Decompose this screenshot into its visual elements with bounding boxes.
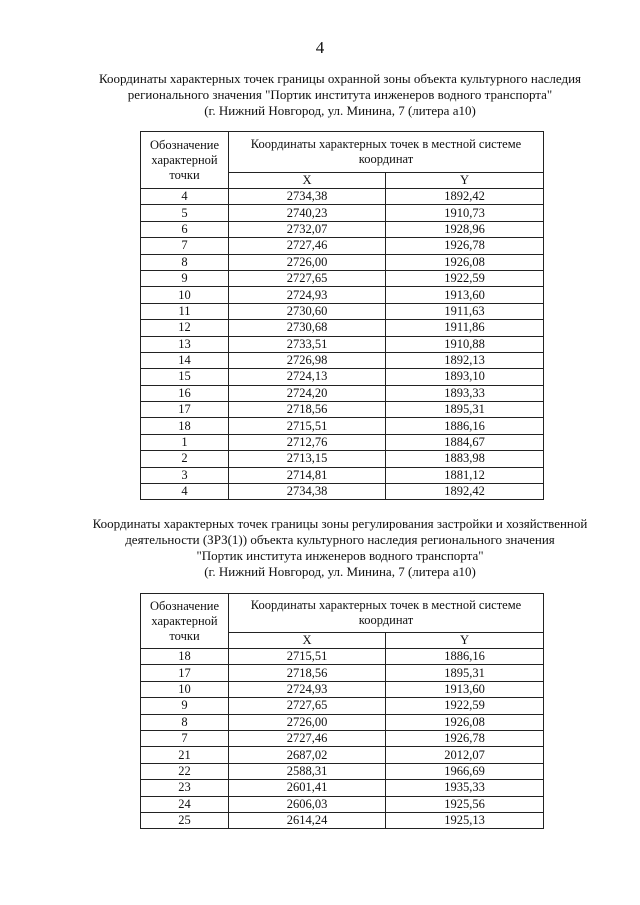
table-row [141, 287, 544, 303]
coordinates-table-2 [140, 593, 544, 829]
x-cell: 2732,07 [229, 221, 386, 237]
x-cell: 2601,41 [229, 780, 386, 796]
point-cell: 9 [141, 270, 229, 286]
table-row [141, 714, 544, 730]
point-cell: 7 [141, 238, 229, 254]
point-cell: 7 [141, 730, 229, 746]
header-y: Y [386, 173, 544, 189]
point-cell: 8 [141, 714, 229, 730]
y-cell: 1926,08 [386, 254, 544, 270]
table-row [141, 189, 544, 205]
x-cell: 2730,60 [229, 303, 386, 319]
y-cell: 1913,60 [386, 287, 544, 303]
y-cell: 1935,33 [386, 780, 544, 796]
table-row [141, 418, 544, 434]
page-number: 4 [315, 38, 325, 57]
table-row [141, 221, 544, 237]
table-row [141, 238, 544, 254]
point-cell: 4 [141, 484, 229, 500]
y-cell: 1911,63 [386, 303, 544, 319]
table-row [141, 730, 544, 746]
point-cell: 25 [141, 812, 229, 828]
x-cell: 2588,31 [229, 763, 386, 779]
point-cell: 17 [141, 665, 229, 681]
x-cell: 2606,03 [229, 796, 386, 812]
header-y: Y [386, 633, 544, 649]
section1-title [70, 71, 610, 119]
header-point: Обозначение характерной точки [141, 594, 229, 649]
point-cell: 10 [141, 681, 229, 697]
table-row [141, 254, 544, 270]
point-cell: 23 [141, 780, 229, 796]
point-cell: 21 [141, 747, 229, 763]
x-cell: 2734,38 [229, 484, 386, 500]
y-cell: 1926,08 [386, 714, 544, 730]
header-coords: Координаты характерных точек в местной системе координат [229, 132, 544, 173]
x-cell: 2734,38 [229, 189, 386, 205]
table-row [141, 451, 544, 467]
point-cell: 2 [141, 451, 229, 467]
x-cell: 2733,51 [229, 336, 386, 352]
point-cell: 24 [141, 796, 229, 812]
header-x: X [229, 173, 386, 189]
y-cell: 1925,13 [386, 812, 544, 828]
y-cell: 1881,12 [386, 467, 544, 483]
table-row [141, 665, 544, 681]
point-cell: 18 [141, 418, 229, 434]
title-line: (г. Нижний Новгород, ул. Минина, 7 (литера а10) [204, 564, 476, 579]
x-cell: 2726,00 [229, 714, 386, 730]
point-cell: 22 [141, 763, 229, 779]
y-cell: 1928,96 [386, 221, 544, 237]
x-cell: 2727,46 [229, 238, 386, 254]
table-row [141, 434, 544, 450]
table-row [141, 320, 544, 336]
point-cell: 3 [141, 467, 229, 483]
title-line: регионального значения "Портик института инженеров водного транспорта" [127, 87, 553, 102]
point-cell: 12 [141, 320, 229, 336]
point-cell: 13 [141, 336, 229, 352]
y-cell: 1892,42 [386, 484, 544, 500]
y-cell: 1893,33 [386, 385, 544, 401]
y-cell: 1893,10 [386, 369, 544, 385]
y-cell: 1895,31 [386, 665, 544, 681]
table-row [141, 402, 544, 418]
y-cell: 1886,16 [386, 649, 544, 665]
section2-title [70, 516, 610, 580]
header-point: Обозначение характерной точки [141, 132, 229, 189]
y-cell: 1966,69 [386, 763, 544, 779]
y-cell: 1922,59 [386, 698, 544, 714]
header-x: X [229, 633, 386, 649]
title-line: (г. Нижний Новгород, ул. Минина, 7 (литера а10) [204, 103, 476, 118]
table-row [141, 796, 544, 812]
y-cell: 1925,56 [386, 796, 544, 812]
point-cell: 8 [141, 254, 229, 270]
table-row [141, 484, 544, 500]
table-row [141, 780, 544, 796]
y-cell: 1886,16 [386, 418, 544, 434]
x-cell: 2724,93 [229, 681, 386, 697]
point-cell: 10 [141, 287, 229, 303]
x-cell: 2718,56 [229, 402, 386, 418]
header-coords: Координаты характерных точек в местной системе координат [229, 594, 544, 633]
table-row [141, 303, 544, 319]
point-cell: 16 [141, 385, 229, 401]
y-cell: 1883,98 [386, 451, 544, 467]
x-cell: 2727,65 [229, 698, 386, 714]
point-cell: 1 [141, 434, 229, 450]
table-row [141, 649, 544, 665]
x-cell: 2713,15 [229, 451, 386, 467]
table-row [141, 681, 544, 697]
table-row [141, 467, 544, 483]
table-row [141, 763, 544, 779]
x-cell: 2726,00 [229, 254, 386, 270]
table-row [141, 352, 544, 368]
table-row [141, 698, 544, 714]
table-row [141, 336, 544, 352]
y-cell: 1926,78 [386, 730, 544, 746]
x-cell: 2714,81 [229, 467, 386, 483]
x-cell: 2724,13 [229, 369, 386, 385]
table-row [141, 369, 544, 385]
y-cell: 1922,59 [386, 270, 544, 286]
x-cell: 2614,24 [229, 812, 386, 828]
y-cell: 2012,07 [386, 747, 544, 763]
x-cell: 2727,65 [229, 270, 386, 286]
point-cell: 14 [141, 352, 229, 368]
table-row [141, 270, 544, 286]
table-row [141, 812, 544, 828]
point-cell: 6 [141, 221, 229, 237]
x-cell: 2730,68 [229, 320, 386, 336]
x-cell: 2718,56 [229, 665, 386, 681]
y-cell: 1926,78 [386, 238, 544, 254]
y-cell: 1892,42 [386, 189, 544, 205]
point-cell: 4 [141, 189, 229, 205]
x-cell: 2740,23 [229, 205, 386, 221]
table-row [141, 385, 544, 401]
point-cell: 5 [141, 205, 229, 221]
point-cell: 18 [141, 649, 229, 665]
point-cell: 17 [141, 402, 229, 418]
title-line: деятельности (ЗРЗ(1)) объекта культурного наследия регионального значения [125, 532, 555, 547]
x-cell: 2726,98 [229, 352, 386, 368]
y-cell: 1884,67 [386, 434, 544, 450]
y-cell: 1892,13 [386, 352, 544, 368]
title-line: "Портик института инженеров водного транспорта" [196, 548, 484, 563]
coordinates-table-1 [140, 131, 544, 500]
x-cell: 2727,46 [229, 730, 386, 746]
x-cell: 2687,02 [229, 747, 386, 763]
title-line: Координаты характерных точек границы зоны регулирования застройки и хозяйственной [92, 516, 588, 531]
table-row [141, 205, 544, 221]
title-line: Координаты характерных точек границы охранной зоны объекта культурного наследия [98, 71, 582, 86]
point-cell: 15 [141, 369, 229, 385]
table-row [141, 747, 544, 763]
y-cell: 1910,73 [386, 205, 544, 221]
y-cell: 1913,60 [386, 681, 544, 697]
x-cell: 2712,76 [229, 434, 386, 450]
x-cell: 2724,93 [229, 287, 386, 303]
x-cell: 2715,51 [229, 418, 386, 434]
y-cell: 1911,86 [386, 320, 544, 336]
point-cell: 11 [141, 303, 229, 319]
x-cell: 2715,51 [229, 649, 386, 665]
y-cell: 1910,88 [386, 336, 544, 352]
y-cell: 1895,31 [386, 402, 544, 418]
point-cell: 9 [141, 698, 229, 714]
x-cell: 2724,20 [229, 385, 386, 401]
